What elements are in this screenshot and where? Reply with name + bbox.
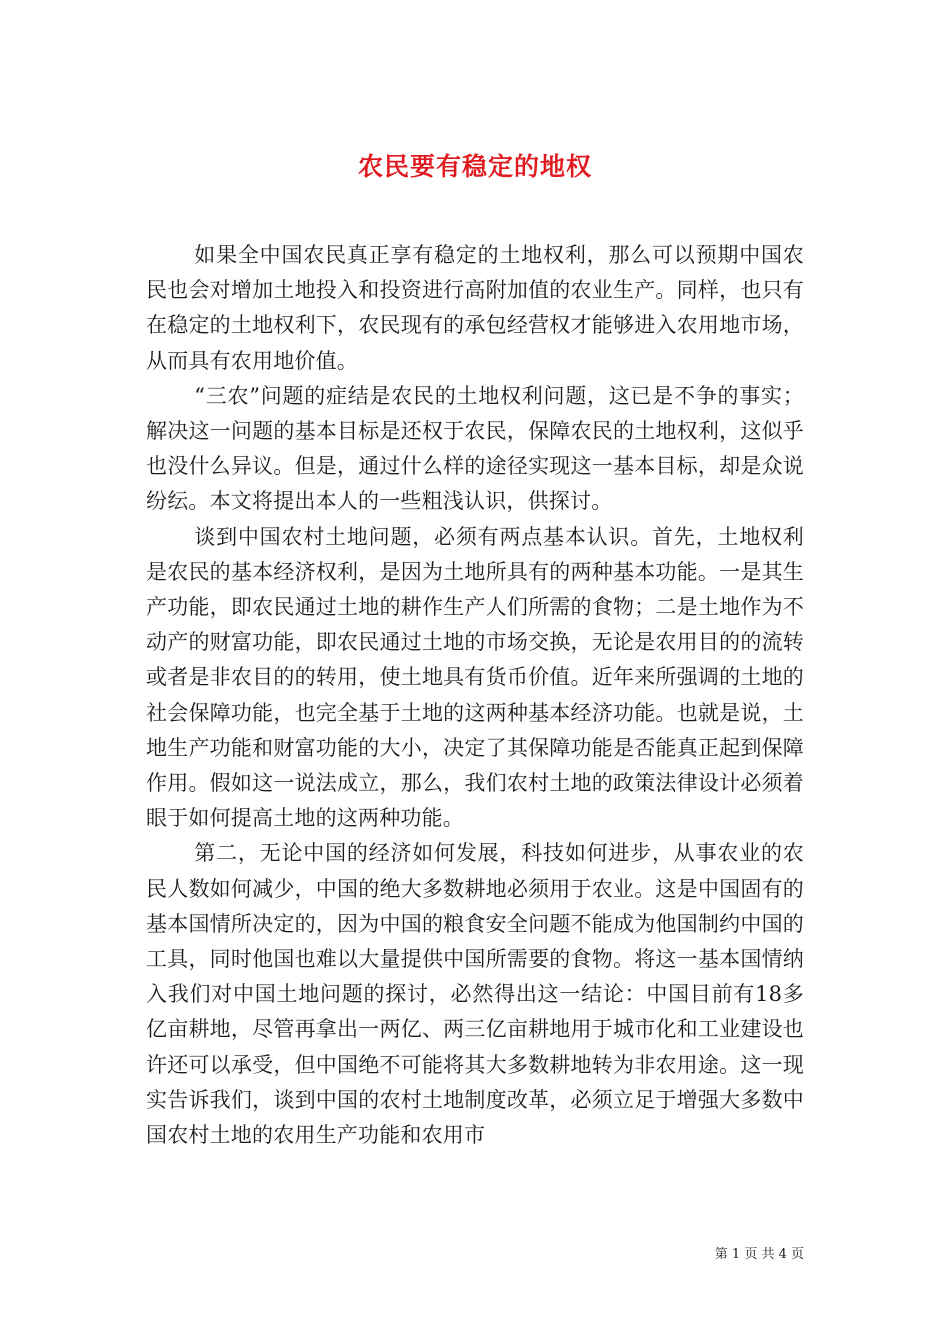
document-body [146,238,804,1153]
paragraph-4: 第二，无论中国的经济如何发展，科技如何进步，从事农业的农民人数如何减少，中国的绝大多数耕地必须用于农业。这是中国固有的基本国情所决定的，因为中国的粮食安全问题不能成为他国制约中国的工具，同时他国也难以大量提供中国所需要的食物。将这一基本国情纳入我们对中国土地问题的探讨，必然得出这一结论：中国目前有18多亿亩耕地，尽管再拿出一两亿、两三亿亩耕地用于城市化和工业建设也许还可以承受，但中国绝不可能将其大多数耕地转为非农用途。这一现实告诉我们，谈到中国的农村土地制度改革，必须立足于增强大多数中国农村土地的农用生产功能和农用市 [146,841,804,1148]
paragraph-1: 如果全中国农民真正享有稳定的土地权利，那么可以预期中国农民也会对增加土地投入和投资进行高附加值的农业生产。同样，也只有在稳定的土地权利下，农民现有的承包经营权才能够进入农用地市场，从而具有农用地价值。 [146,243,804,373]
paragraph-2: “三农”问题的症结是农民的土地权利问题，这已是不争的事实；解决这一问题的基本目标是还权于农民，保障农民的土地权利，这似乎也没什么异议。但是，通过什么样的途径实现这一基本目标，却是众说纷纭。本文将提出本人的一些粗浅认识，供探讨。 [146,383,804,514]
document-title: 农民要有稳定的地权 [357,151,592,181]
page-number-footer: 第 1 页 共 4 页 [714,1247,804,1262]
paragraph-3: 谈到中国农村土地问题，必须有两点基本认识。首先，土地权利是农民的基本经济权利，是因为土地所具有的两种基本功能。一是其生产功能，即农民通过土地的耕作生产人们所需的食物；二是土地作为不动产的财富功能，即农民通过土地的市场交换，无论是农用目的的流转或者是非农目的的转用，使土地具有货币价值。近年来所强调的土地的社会保障功能，也完全基于土地的这两种基本经济功能。也就是说，土地生产功能和财富功能的大小，决定了其保障功能是否能真正起到保障作用。假如这一说法成立，那么，我们农村土地的政策法律设计必须着眼于如何提高土地的这两种功能。 [146,524,804,831]
